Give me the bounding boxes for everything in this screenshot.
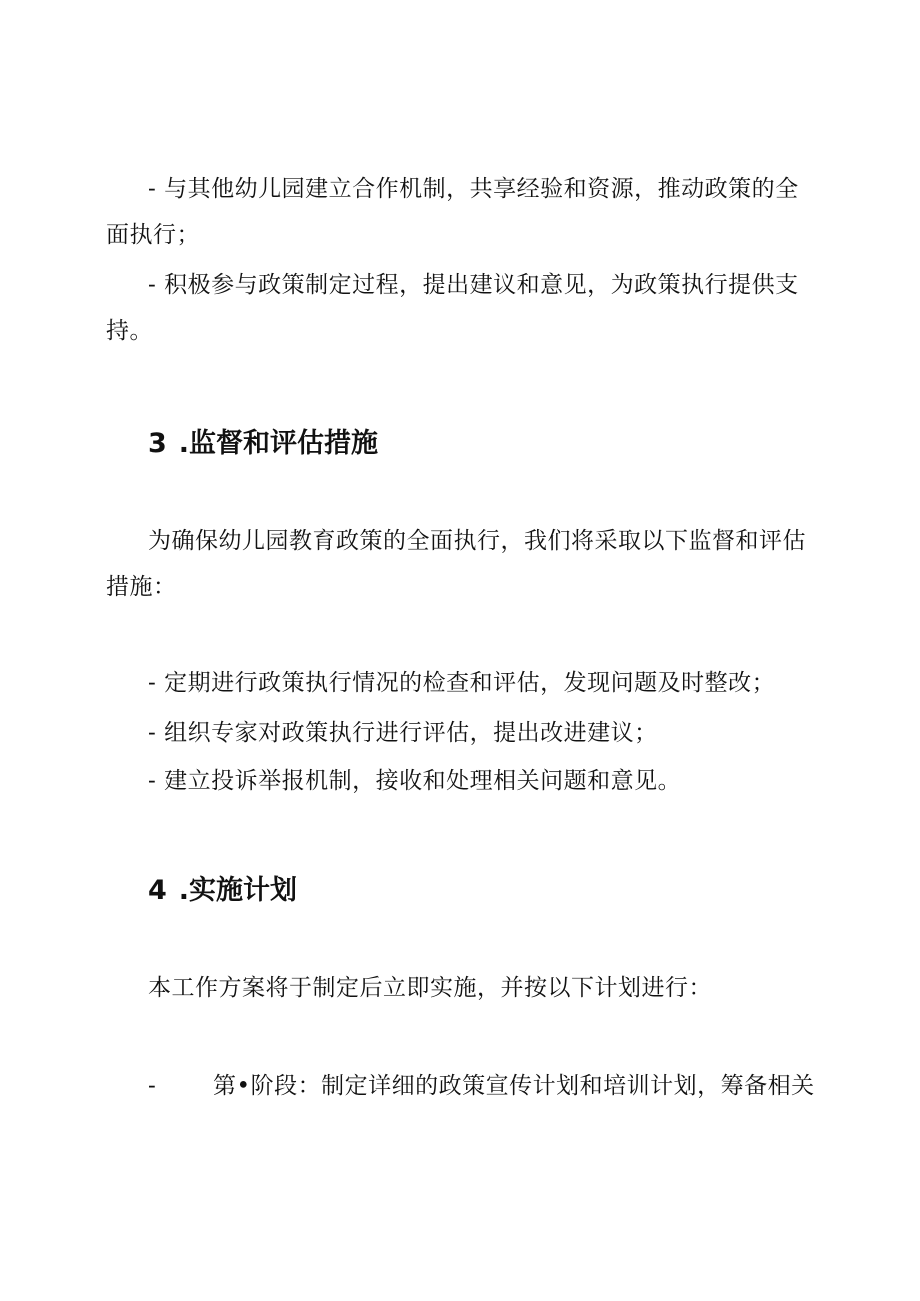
section-4-heading <box>148 871 297 911</box>
cooperation-item-2: - 积极参与政策制定过程，提出建议和意见，为政策执行提供支持。 <box>106 272 799 344</box>
section-3-heading <box>148 424 378 464</box>
section-3-item-1: - 定期进行政策执行情况的检查和评估，发现问题及时整改； <box>148 670 776 696</box>
section-3-item-3: - 建立投诉举报机制，接收和处理相关问题和意见。 <box>148 768 682 794</box>
section-3-item-2: - 组织专家对政策执行进行评估，提出改进建议； <box>148 720 658 746</box>
section-3-title: .监督和评估措施 <box>178 428 379 459</box>
stage-1-text: 第•阶段：制定详细的政策宣传计划和培训计划，筹备相关 <box>213 1073 815 1099</box>
section-3-number: 3 <box>148 428 167 459</box>
section-3-intro: 为确保幼儿园教育政策的全面执行，我们将采取以下监督和评估措施： <box>106 528 806 600</box>
section-4-intro: 本工作方案将于制定后立即实施，并按以下计划进行： <box>148 975 712 1001</box>
section-4-number: 4 <box>148 875 167 906</box>
stage-1-dash: - <box>148 1073 156 1099</box>
section-4-title: .实施计划 <box>178 875 298 906</box>
cooperation-item-1: - 与其他幼儿园建立合作机制，共享经验和资源，推动政策的全面执行； <box>106 176 799 248</box>
